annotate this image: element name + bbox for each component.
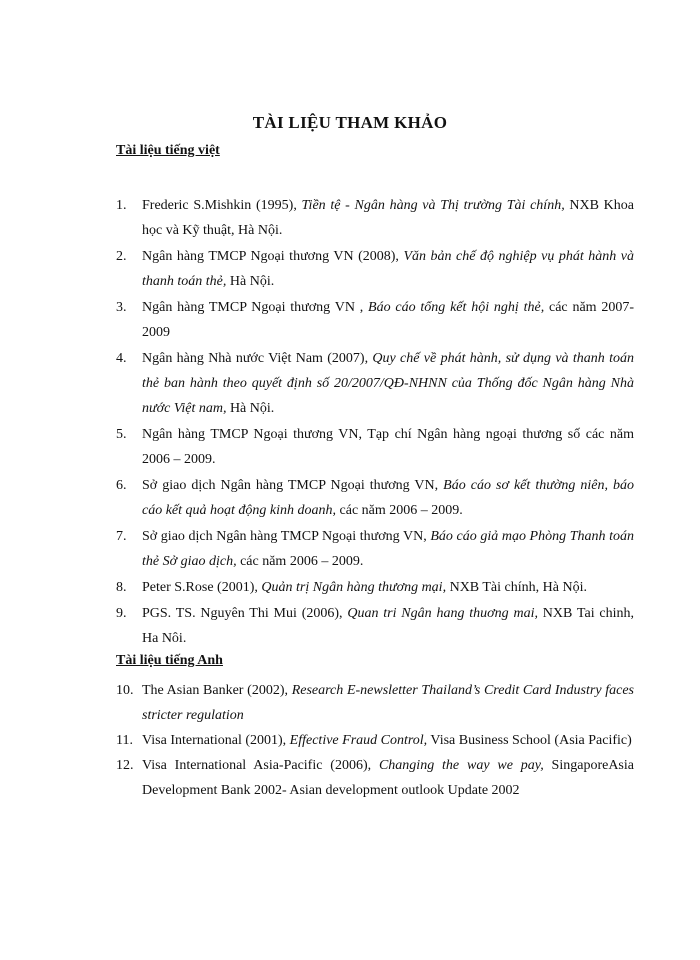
reference-item (116, 346, 634, 421)
reference-publisher: NXB Tai chinh, Ha Nôi. (142, 606, 634, 646)
reference-number: 11. (116, 733, 133, 748)
reference-publisher: Visa Business School (Asia Pacific) (427, 733, 632, 748)
reference-number: 5. (116, 427, 127, 442)
reference-item (116, 678, 634, 728)
reference-item (116, 728, 634, 753)
reference-number: 7. (116, 529, 127, 544)
reference-title: Quy chế về phát hành, sử dụng và thanh toán thẻ ban hành theo quyết định số 20/2007/QĐ-NHNN của Thống đốc Ngân hàng Nhà nước Việt nam, (142, 351, 634, 416)
reference-title: Effective Fraud Control, (289, 733, 428, 748)
reference-item (116, 575, 634, 600)
reference-number: 1. (116, 198, 127, 213)
reference-author: PGS. TS. Nguyên Thi Mui (2006), (142, 606, 348, 621)
reference-author: Ngân hàng TMCP Ngoại thương VN (2008), (142, 249, 404, 264)
reference-item (116, 244, 634, 294)
page-title: TÀI LIỆU THAM KHẢO (252, 113, 448, 132)
reference-number: 6. (116, 478, 127, 493)
reference-item (116, 295, 634, 345)
reference-publisher: Hà Nội. (226, 274, 275, 289)
reference-list-vietnamese (116, 193, 634, 652)
reference-title: Research E-newsletter Thailand’s Credit Card Industry faces stricter regulation (142, 683, 634, 723)
reference-publisher: các năm 2006 – 2009. (236, 554, 364, 569)
reference-author: Sở giao dịch Ngân hàng TMCP Ngoại thương VN, (142, 529, 431, 544)
reference-publisher: các năm 2007-2009 (142, 300, 635, 340)
reference-title: Changing the way we pay, (378, 758, 544, 773)
reference-item (116, 753, 634, 803)
reference-author: Frederic S.Mishkin (1995), (142, 198, 302, 213)
reference-author: Ngân hàng TMCP Ngoại thương VN , (142, 300, 369, 315)
reference-item (116, 193, 634, 243)
reference-author: Ngân hàng TMCP Ngoại thương VN, Tạp chí Ngân hàng ngoại thương số các năm 2006 – 2009. (142, 427, 634, 467)
reference-publisher: NXB Tài chính, Hà Nội. (446, 580, 587, 595)
reference-title: Quan tri Ngân hang thuơng mai, (347, 606, 538, 621)
reference-author: The Asian Banker (2002), (142, 683, 292, 698)
section-heading-vietnamese: Tài liệu tiếng việt (116, 143, 220, 158)
reference-number: 12. (116, 758, 134, 773)
reference-publisher: các năm 2006 – 2009. (336, 503, 463, 518)
reference-publisher: SingaporeAsia Development Bank 2002- Asian development outlook Update 2002 (142, 758, 634, 798)
reference-item (116, 422, 634, 472)
reference-title: Báo cáo tổng kết hội nghị thẻ, (368, 300, 545, 315)
reference-author: Visa International (2001), (142, 733, 290, 748)
section-heading-english: Tài liệu tiếng Anh (116, 653, 223, 668)
reference-title: Báo cáo sơ kết thường niên, báo cáo kết quả hoạt động kinh doanh, (142, 478, 634, 518)
reference-item (116, 524, 634, 574)
reference-number: 4. (116, 351, 127, 366)
reference-number: 3. (116, 300, 127, 315)
reference-author: Sở giao dịch Ngân hàng TMCP Ngoại thương VN, (142, 478, 444, 493)
reference-title: Quản trị Ngân hàng thương mại, (261, 580, 447, 595)
reference-number: 2. (116, 249, 127, 264)
reference-number: 10. (116, 683, 134, 698)
reference-author: Ngân hàng Nhà nước Việt Nam (2007), (142, 351, 373, 366)
reference-author: Peter S.Rose (2001), (142, 580, 262, 595)
reference-item (116, 601, 634, 651)
reference-title: Văn bản chế độ nghiệp vụ phát hành và thanh toán thẻ, (142, 249, 635, 289)
reference-number: 8. (116, 580, 127, 595)
reference-publisher: Hà Nội. (226, 401, 275, 416)
reference-title: Báo cáo giả mạo Phòng Thanh toán thẻ Sở giao dịch, (142, 529, 634, 569)
reference-title: Tiền tệ - Ngân hàng và Thị trường Tài chính, (301, 198, 565, 213)
reference-list-english (116, 678, 634, 803)
reference-author: Visa International Asia-Pacific (2006), (142, 758, 379, 773)
reference-publisher: NXB Khoa học và Kỹ thuật, Hà Nội. (142, 198, 634, 238)
reference-number: 9. (116, 606, 127, 621)
reference-item (116, 473, 634, 523)
